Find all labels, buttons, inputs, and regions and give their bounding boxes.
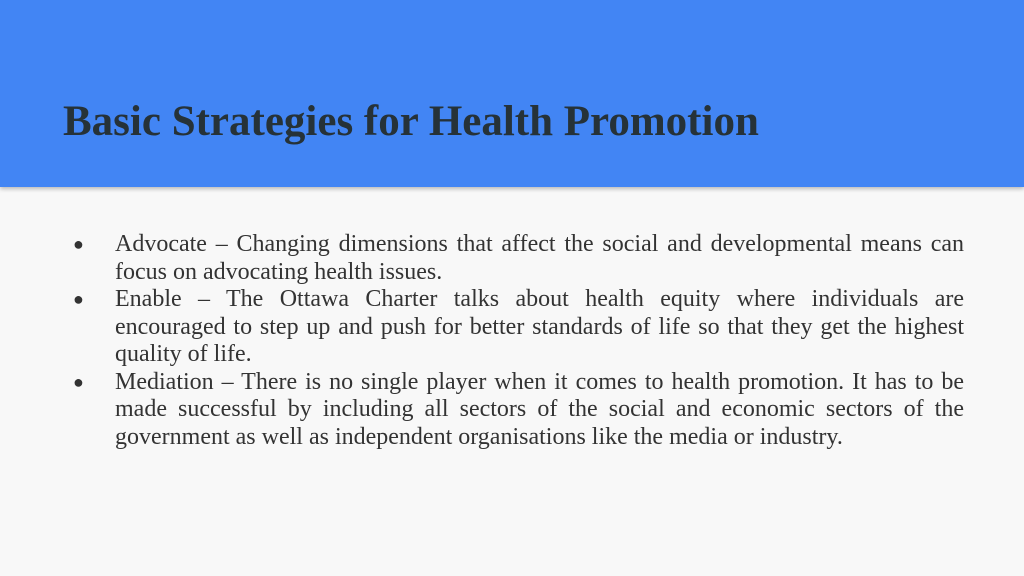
list-item-enable [73, 286, 964, 369]
bullet-list [73, 231, 964, 451]
list-item-mediation [73, 368, 964, 452]
slide-title: Basic Strategies for Health Promotion [63, 98, 759, 145]
title-banner [0, 0, 1024, 187]
bullet-icon: ● [73, 371, 84, 392]
list-item-text: Advocate – Changing dimensions that affect the social and developmental means can focus on advocating health issues. [115, 231, 964, 285]
list-item-advocate [73, 231, 964, 286]
list-item-text: Mediation – There is no single player when it comes to health promotion. It has to be made successful by including all sectors of the social and economic sectors of the government as well as independent organisations like the media or industry. [115, 368, 964, 450]
bullet-icon: ● [73, 289, 84, 309]
list-item-text: Enable – The Ottawa Charter talks about health equity where individuals are encouraged to step up and push for better standards of life so that they get the highest quality of life. [115, 286, 964, 367]
bullet-icon: ● [73, 234, 84, 254]
